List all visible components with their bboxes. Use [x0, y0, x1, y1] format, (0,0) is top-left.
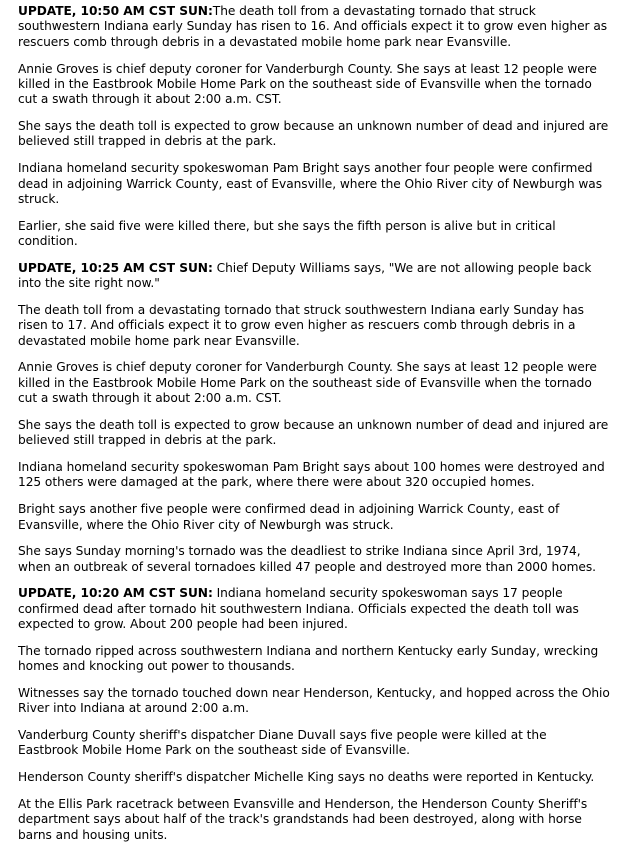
paragraph-text: Bright says another five people were confirmed dead in adjoining Warrick County, east of Evansville, where the Ohio River city of Newburgh was struck.: [18, 502, 560, 532]
news-paragraph: [18, 797, 610, 843]
update-paragraph: [18, 261, 610, 292]
news-paragraph: [18, 644, 610, 675]
news-paragraph: [18, 303, 610, 349]
paragraph-text: The death toll from a devastating tornado that struck southwestern Indiana early Sunday has risen to 17. And officials expect it to grow even higher as rescuers comb through debris in a devastated mobile home park near Evansville.: [18, 302, 584, 348]
paragraph-text: Chief Deputy Williams says, "We are not allowing people back into the site right now.": [18, 260, 592, 291]
news-paragraph: [18, 62, 610, 108]
update-heading: UPDATE, 10:50 AM CST SUN:: [18, 4, 213, 18]
news-paragraph: [18, 460, 610, 491]
paragraph-text: Vanderburg County sheriff's dispatcher Diane Duvall says five people were killed at the Eastbrook Mobile Home Park on the southeast side of Evansville.: [18, 728, 547, 758]
news-paragraph: [18, 119, 610, 150]
paragraph-text: The death toll from a devastating tornado that struck southwestern Indiana early Sunday has risen to 16. And officials expect it to grow even higher as rescuers comb through debris in a devastated mobile home park near Evansville.: [18, 4, 608, 49]
paragraph-text: Indiana homeland security spokeswoman Pam Bright says another four people were confirmed dead in adjoining Warrick County, east of Evansville, where the Ohio River city of Newburgh was struck.: [18, 161, 603, 206]
paragraph-text: Annie Groves is chief deputy coroner for Vanderburgh County. She says at least 12 people were killed in the Eastbrook Mobile Home Park on the southeast side of Evansville when the tornado cut a swath through it about 2:00 a.m. CST.: [18, 360, 597, 406]
news-paragraph: [18, 770, 610, 785]
news-paragraph: [18, 544, 610, 575]
update-heading: UPDATE, 10:20 AM CST SUN:: [18, 586, 213, 601]
update-paragraph: [18, 586, 610, 632]
news-paragraph: [18, 686, 610, 717]
paragraph-text: At the Ellis Park racetrack between Evansville and Henderson, the Henderson County Sheriff's department says about half of the track's grandstands had been destroyed, along with horse barns and housing units.: [18, 796, 588, 842]
paragraph-text: She says the death toll is expected to grow because an unknown number of dead and injured are believed still trapped in debris at the park.: [18, 417, 609, 448]
paragraph-text: Henderson County sheriff's dispatcher Michelle King says no deaths were reported in Kentucky.: [18, 770, 595, 785]
paragraph-text: She says Sunday morning's tornado was the deadliest to strike Indiana since April 3rd, 1974, when an outbreak of several tornadoes killed 47 people and destroyed more than 2000 homes.: [18, 544, 597, 574]
paragraph-text: The tornado ripped across southwestern Indiana and northern Kentucky early Sunday, wrecking homes and knocking out power to thousands.: [18, 643, 599, 674]
paragraph-text: Witnesses say the tornado touched down near Henderson, Kentucky, and hopped across the Ohio River into Indiana at around 2:00 a.m.: [18, 685, 610, 716]
news-paragraph: [18, 161, 610, 207]
paragraph-text: She says the death toll is expected to grow because an unknown number of dead and injured are believed still trapped in debris at the park.: [18, 119, 609, 149]
paragraph-text: Indiana homeland security spokeswoman Pam Bright says about 100 homes were destroyed and 125 others were damaged at the park, where there were about 320 occupied homes.: [18, 460, 605, 490]
update-paragraph: [18, 4, 610, 50]
paragraph-text: Indiana homeland security spokeswoman says 17 people confirmed dead after tornado hit southwestern Indiana. Officials expected the death toll was expected to grow. About 200 people had been injured.: [18, 586, 579, 632]
news-paragraph: [18, 360, 610, 406]
paragraph-text: Earlier, she said five were killed there, but she says the fifth person is alive but in critical condition.: [18, 218, 556, 249]
news-paragraph: [18, 219, 610, 250]
news-paragraph: [18, 728, 610, 759]
update-heading: UPDATE, 10:25 AM CST SUN:: [18, 260, 213, 275]
news-paragraph: [18, 418, 610, 449]
news-paragraph: [18, 502, 610, 533]
paragraph-text: Annie Groves is chief deputy coroner for Vanderburgh County. She says at least 12 people were killed in the Eastbrook Mobile Home Park on the southeast side of Evansville when the tornado cut a swath through it about 2:00 a.m. CST.: [18, 61, 597, 107]
